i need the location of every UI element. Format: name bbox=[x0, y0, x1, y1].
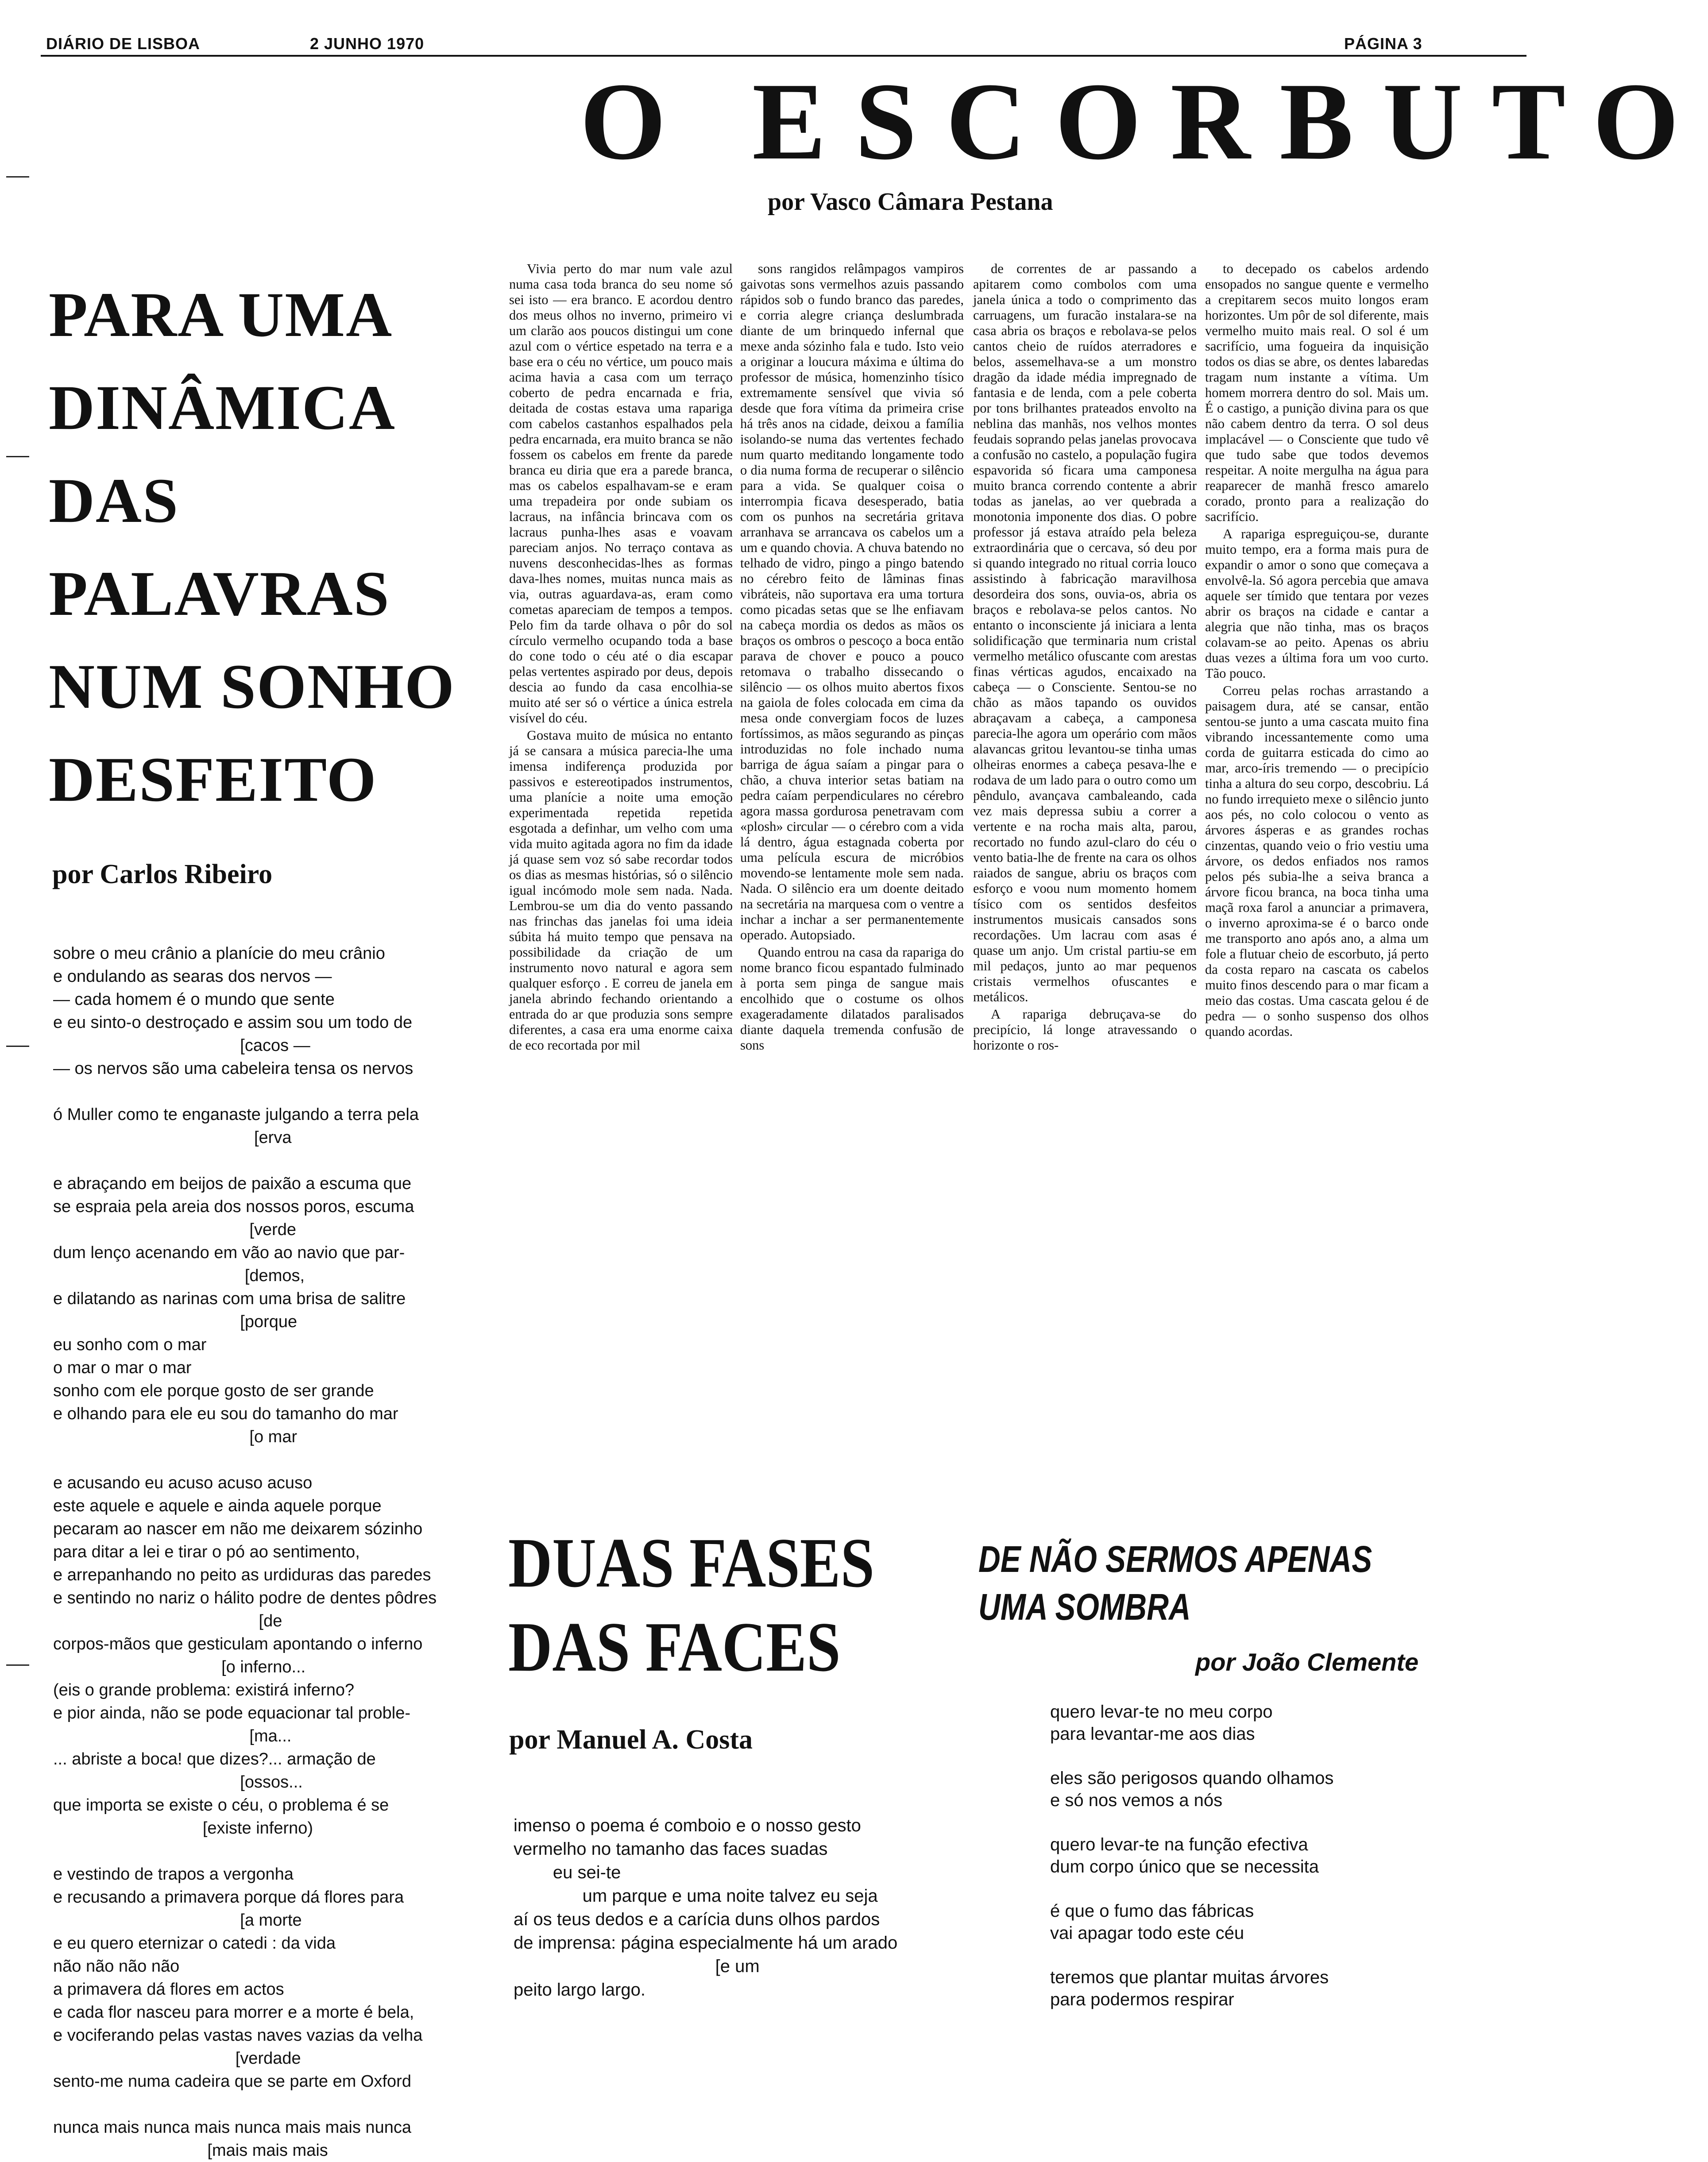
poem-line: sonho com ele porque gosto de ser grande bbox=[53, 1382, 374, 1400]
poem-line: ... abriste a boca! que dizes?... armação de bbox=[53, 1750, 376, 1768]
left-title-line: PALAVRAS bbox=[49, 559, 390, 629]
main-article-byline: por Vasco Câmara Pestana bbox=[768, 188, 1053, 216]
poem-line: sento-me numa cadeira que se parte em Oxford bbox=[53, 2072, 411, 2091]
poem-line: e só nos vemos a nós bbox=[1050, 1791, 1223, 1810]
poem-line: eu sonho com o mar bbox=[53, 1336, 207, 1354]
poem-line: a primavera dá flores em actos bbox=[53, 1980, 284, 1999]
newspaper-name: DIÁRIO DE LISBOA bbox=[46, 35, 201, 53]
poem-line: e recusando a primavera porque dá flores para bbox=[53, 1888, 404, 1907]
sombra-title-line: DE NÃO SERMOS APENAS bbox=[978, 1538, 1372, 1580]
duas-fases-byline: por Manuel A. Costa bbox=[509, 1725, 753, 1755]
poem-line: nunca mais nunca mais nunca mais mais nunca bbox=[53, 2118, 411, 2137]
poem-line: e cada flor nasceu para morrer e a morte é bela, bbox=[53, 2003, 414, 2022]
poem-line: e pior ainda, não se pode equacionar tal proble- bbox=[53, 1704, 411, 1722]
poem-line bbox=[53, 1149, 500, 1172]
poem-line: quero levar-te no meu corpo bbox=[1050, 1702, 1273, 1722]
poem-line: e vociferando pelas vastas naves vazias da velha bbox=[53, 2026, 423, 2045]
duas-fases-title-line: DUAS FASES bbox=[508, 1523, 875, 1602]
issue-date: 2 JUNHO 1970 bbox=[310, 35, 425, 53]
poem-line: [de bbox=[53, 1612, 282, 1630]
duas-fases-title-line: DAS FACES bbox=[508, 1607, 841, 1686]
poem-line: teremos que plantar muitas árvores bbox=[1050, 1968, 1329, 1987]
poem-line: (eis o grande problema: existirá inferno? bbox=[53, 1681, 355, 1699]
main-article-title: O ESCORBUTO bbox=[580, 60, 1708, 183]
left-title-line: PARA UMA bbox=[49, 280, 393, 350]
poem-line: ó Muller como te enganaste julgando a terra pela bbox=[53, 1105, 419, 1124]
poem-line: imenso o poema é comboio e o nosso gesto bbox=[514, 1816, 861, 1835]
poem-line: aí os teus dedos e a carícia duns olhos pardos bbox=[514, 1910, 880, 1929]
poem-line: quero levar-te na função efectiva bbox=[1050, 1835, 1308, 1854]
poem-line: peito largo largo. bbox=[514, 1980, 645, 2000]
poem-line: para ditar a lei e tirar o pó ao sentimento, bbox=[53, 1543, 360, 1561]
poem-line: sobre o meu crânio a planície do meu crânio bbox=[53, 944, 385, 963]
poem-line: [o inferno... bbox=[53, 1658, 306, 1676]
margin-mark bbox=[6, 1664, 29, 1666]
poem-line: [ossos... bbox=[53, 1773, 303, 1791]
poem-line: [mais mais mais bbox=[53, 2141, 328, 2160]
poem-line: eles são perigosos quando olhamos bbox=[1050, 1768, 1334, 1788]
poem-line bbox=[1050, 1811, 1493, 1834]
poem-line: dum lenço acenando em vão ao navio que par- bbox=[53, 1243, 405, 1262]
poem-line: dum corpo único que se necessita bbox=[1050, 1857, 1319, 1876]
poem-line: [existe inferno) bbox=[53, 1819, 313, 1838]
header-rule bbox=[41, 55, 1526, 57]
poem-line bbox=[53, 1080, 500, 1103]
poem-line: e vestindo de trapos a vergonha bbox=[53, 1865, 294, 1884]
margin-mark bbox=[6, 1046, 29, 1047]
poem-line: um parque e uma noite talvez eu seja bbox=[514, 1886, 878, 1906]
poem-line: [porque bbox=[53, 1313, 298, 1331]
left-title-line: DAS bbox=[49, 466, 179, 536]
poem-line: [a morte bbox=[53, 1911, 302, 1930]
article-paragraph: Correu pelas rochas arrastando a paisagem dura, até se cansar, então sentou-se junto a uma cascata muito fina vibrando incessantemente como uma corda de guitarra esticada do cimo ao mar, arco-íris tremendo — o precipício tinha a altura do seu corpo, descobriu. Lá no fundo irrequieto mexe o silêncio junto aos pés, no colo colocou o vento as árvores ásperas e as grandes rochas cinzentas, quando veio o frio vestiu uma árvore, os dedos enfiados nos ramos pelos pés subia-lhe a seiva branca a árvore ficou branca, na boca tinha uma maçã roxa farol a anunciar a primavera, o inverno aproxima-se é o barco onde me transporto ano após ano, a alma um fole a flutuar cheio de escorbuto, já perto da costa reparo na cascata os cabelos muito finos descendo para o mar ficam a meio das costas. Uma cascata gelou é de pedra — o sonho suspenso dos olhos quando acordas. bbox=[1205, 683, 1429, 1039]
article-paragraph: to decepado os cabelos ardendo ensopados no sangue quente e vermelho a crepitarem secos muito longos eram horizontes. Um pôr de sol diferente, mais vermelho muito mais real. O sol é um sacrifício, uma fogueira da inquisição todos os dias se abre, os dentes labaredas tragam num instante a vítima. Um homem morrera dentro do sol. Mais um. É o castigo, a punição divina para os que não cabem dentro da terra. O sol deus implacável — o Consciente que tudo vê que tudo sabe que todos devemos respeitar. A noite mergulha na água para reaparecer de manhã fresco amarelo corado, pronto para a realização do sacrifício. bbox=[1205, 261, 1429, 524]
article-column bbox=[1205, 261, 1429, 1474]
poem-line bbox=[1050, 1878, 1493, 1900]
poem-line: [verdade bbox=[53, 2049, 301, 2068]
article-paragraph: Vivia perto do mar num vale azul numa casa toda branca do seu nome só sei isto — era branco. E acordou dentro dos meus olhos no inverno, primeiro vi um clarão aos poucos distingui um cone azul com o vértice espetado na terra e a base era o céu no vértice, um pouco mais acima havia a casa com um terraço coberto de pedra encarnada e fria, deitada de costas estava uma rapariga com cabelos castanhos espalhados pela pedra encarnada, era muito branca se não fossem os cabelos em frente da parede branca eu diria que era a parede branca, mas os cabelos espalhavam-se e eram uma trepadeira por onde subiam os lacraus, na infância brincava com os lacraus punha-lhes asas e voavam pareciam anjos. No terraço contava as nuvens desconhecidas-lhes as formas dava-lhes nomes, muitas nunca mais as via, outras aguardava-as, eram como cometas apareciam de tempos a tempos. Pelo fim da tarde olhava o pôr do sol círculo vermelho ocupando toda a base do cone todo o céu até o dia escapar pelas vertentes aspirado por deus, depois descia ao fundo da casa encolhia-se muito até ser só o vértice a única estrela visível do céu. bbox=[509, 261, 733, 726]
article-paragraph: de correntes de ar passando a apitarem como combolos com uma janela única a todo o comprimento das carruagens, um furacão instalara-se na casa abria os braços e rebolava-se pelos cantos cheio de ruídos aterradores e belos, assemelhava-se a um monstro dragão da idade média impregnado de fantasia e de lenda, com a pele coberta por tons brilhantes prateados envolto na neblina das manhãs, nos velhos montes feudais soprando pelas janelas provocava a confusão no castelo, a população fugira espavorida só ficara uma camponesa muito branca correndo contente a abrir todas as janelas, ao ver quebrada a monotonia imponente dos dias. O pobre professor já estava atraído pela beleza extraordinária que o cercava, só deu por si quando integrado no ritual corria louco assistindo à fabricação maravilhosa desordeira dos sons, ouvia-os, abria os braços e rebolava-se pelos cantos. No entanto o inconsciente já iniciara a lenta solidificação que terminaria num cristal vermelho metálico ofuscante com arestas finas vérticas agudos, encaixado na cabeça — o Consciente. Sentou-se no chão as mãos tapando os ouvidos abraçavam a cabeça, a camponesa parecia-lhe agora um operário com mãos alavancas gritou levantou-se tinha umas olheiras enormes a cabeça pesava-lhe e rodava de um lado para o outro como um pêndulo, avançava cambaleando, cada vez mais depressa subiu a correr a vertente e na rocha mais alta, parou, recortado no fundo azul-claro do céu o vento batia-lhe de frente na cara os olhos raiados de sangue, abriu os braços com esforço e voou num momento homem tísico com os sentidos desfeitos instrumentos musicais cansados sons recordações. Um lacrau com asas é quase um anjo. Um cristal partiu-se em mil pedaços, junto ao mar pequenos cristais vermelhos ofuscantes e metálicos. bbox=[973, 261, 1197, 1004]
poem-line bbox=[53, 2093, 500, 2116]
poem-line: este aquele e aquele e ainda aquele porque bbox=[53, 1497, 382, 1515]
duas-fases-poem bbox=[514, 1814, 970, 2002]
left-poem bbox=[53, 942, 500, 2162]
article-paragraph: A rapariga debruçava-se do precipício, lá longe atravessando o horizonte o ros- bbox=[973, 1007, 1197, 1053]
sombra-byline: por João Clemente bbox=[1195, 1648, 1419, 1676]
poem-line bbox=[53, 1448, 500, 1471]
poem-line bbox=[53, 1840, 500, 1863]
left-article-byline: por Carlos Ribeiro bbox=[52, 859, 273, 889]
poem-line: e eu quero eternizar o catedi : da vida bbox=[53, 1934, 336, 1953]
poem-line: que importa se existe o céu, o problema é se bbox=[53, 1796, 389, 1815]
page-number: PÁGINA 3 bbox=[1344, 35, 1422, 53]
article-paragraph: A rapariga espreguiçou-se, durante muito tempo, era a forma mais pura de expandir o amor o sono que começava a envolvê-la. Só agora percebia que amava aquele ser tímido que tentara por vezes abrir os braços na cidade e cantar a alegria que não tinha, mas os braços colavam-se ao peito. Apenas os abriu duas vezes a última fora um voo curto. Tão pouco. bbox=[1205, 526, 1429, 681]
margin-mark bbox=[6, 456, 29, 457]
poem-line: pecaram ao nascer em não me deixarem sózinho bbox=[53, 1520, 423, 1538]
left-title-line: DESFEITO bbox=[49, 745, 377, 815]
poem-line: e acusando eu acuso acuso acuso bbox=[53, 1474, 313, 1492]
poem-line: de imprensa: página especialmente há um arado bbox=[514, 1933, 898, 1953]
article-column bbox=[740, 261, 964, 1474]
poem-line: vai apagar todo este céu bbox=[1050, 1923, 1244, 1943]
poem-line: [cacos — bbox=[53, 1036, 310, 1055]
article-column bbox=[509, 261, 733, 1474]
poem-line: corpos-mãos que gesticulam apontando o inferno bbox=[53, 1635, 423, 1653]
poem-line: e olhando para ele eu sou do tamanho do mar bbox=[53, 1405, 398, 1423]
left-title-line: NUM SONHO bbox=[49, 652, 455, 722]
poem-line: [demos, bbox=[53, 1266, 305, 1285]
poem-line: — cada homem é o mundo que sente bbox=[53, 990, 335, 1009]
poem-line: e abraçando em beijos de paixão a escuma que bbox=[53, 1174, 412, 1193]
poem-line: e eu sinto-o destroçado e assim sou um todo de bbox=[53, 1013, 413, 1032]
poem-line bbox=[1050, 1944, 1493, 1966]
article-paragraph: sons rangidos relâmpagos vampiros gaivotas sons vermelhos azuis passando rápidos sob o fundo branco das paredes, e corria alegre criança deslumbrada diante de um brinquedo infernal que mexe anda sózinho fala e tudo. Isto veio a originar a loucura máxima e última do professor de música, homenzinho tísico extremamente sensível que vivia só desde que fora vítima da primeira crise há três anos na cidade, deixou a família isolando-se numa das vertentes fechado num quarto meditando longamente todo o dia numa forma de recuperar o silêncio para a vida. Se qualquer coisa o interrompia ficava desesperado, batia com os punhos na secretária gritava arranhava se arrancava os cabelos um a um e quando chovia. A chuva batendo no telhado de vidro, pingo a pingo batendo no cérebro feito de lâminas finas vibráteis, não suportava era uma tortura como picadas setas que se lhe enfiavam na cabeça mordia os dedos as mãos os braços os ombros o pescoço a boca então parava de chover e pouco a pouco retomava o trabalho dissecando o silêncio — os olhos muito abertos fixos na gaiola de foles colocada em cima da mesa onde convergiam focos de luzes fortíssimos, as mãos segurando as pinças introduzidas no fole inchado numa barriga de água saíam a pingar para o chão, a chuva interior setas batiam na pedra caíam perpendiculares no cérebro agora massa gordurosa penetravam com «plosh» circular — o cérebro com a vida lá dentro, água estagnada coberta por uma película escura de micróbios movendo-se lentamente mole sem nada. Nada. O silêncio era um doente deitado na secretária na marquesa com o ventre a inchar a inchar a ser permanentemente operado. Autopsiado. bbox=[740, 261, 964, 942]
poem-line: [o mar bbox=[53, 1428, 298, 1446]
poem-line: não não não não bbox=[53, 1957, 180, 1976]
poem-line: [verde bbox=[53, 1220, 297, 1239]
article-paragraph: Gostava muito de música no entanto já se cansara a música parecia-lhe uma imensa indiferença produzida por passivos e estereotipados instrumentos, uma planície a noite uma emoção experimentada repetida repetida esgotada a definhar, um velho com uma vida muito agitada agora no fim da idade já quase sem voz só sabe recordar todos os dias as mesmas histórias, só o silêncio igual incómodo mole sem nada. Nada. Lembrou-se um dia do vento passando nas frinchas das janelas foi uma ideia súbita há muito tempo que pensava na possibilidade da criação de um instrumento novo natural e agora sem qualquer esforço . E correu de janela em janela abrindo fechando orientando a entrada do ar que produzia sons sempre diferentes, a casa era uma enorme caixa de eco recortada por mil bbox=[509, 728, 733, 1053]
poem-line: vermelho no tamanho das faces suadas bbox=[514, 1839, 828, 1859]
article-paragraph: Quando entrou na casa da rapariga do nome branco ficou espantado fulminado à porta sem pinga de sangue mais encolhido que o costume os olhos exageradamente dilatados paralisados diante daquela tremenda confusão de sons bbox=[740, 945, 964, 1053]
poem-line bbox=[1050, 1745, 1493, 1767]
poem-line: se espraia pela areia dos nossos poros, escuma bbox=[53, 1197, 414, 1216]
poem-line: é que o fumo das fábricas bbox=[1050, 1901, 1254, 1921]
poem-line: e sentindo no nariz o hálito podre de dentes pôdres bbox=[53, 1589, 437, 1607]
poem-line: para levantar-me aos dias bbox=[1050, 1724, 1255, 1744]
sombra-poem bbox=[1050, 1701, 1493, 2011]
poem-line: e arrepanhando no peito as urdiduras das paredes bbox=[53, 1566, 431, 1584]
poem-line: [e um bbox=[514, 1957, 760, 1976]
left-title-line: DINÂMICA bbox=[49, 373, 396, 443]
poem-line: [ma... bbox=[53, 1727, 292, 1745]
poem-line: [erva bbox=[53, 1128, 292, 1147]
poem-line: e dilatando as narinas com uma brisa de salitre bbox=[53, 1289, 406, 1308]
poem-line: para podermos respirar bbox=[1050, 1990, 1234, 2009]
article-column bbox=[973, 261, 1197, 1474]
poem-line: o mar o mar o mar bbox=[53, 1359, 192, 1377]
sombra-title-line: UMA SOMBRA bbox=[978, 1586, 1191, 1628]
poem-line: eu sei-te bbox=[514, 1863, 621, 1882]
margin-mark bbox=[6, 176, 29, 178]
poem-line: — os nervos são uma cabeleira tensa os nervos bbox=[53, 1059, 413, 1078]
poem-line: e ondulando as searas dos nervos — bbox=[53, 967, 332, 986]
